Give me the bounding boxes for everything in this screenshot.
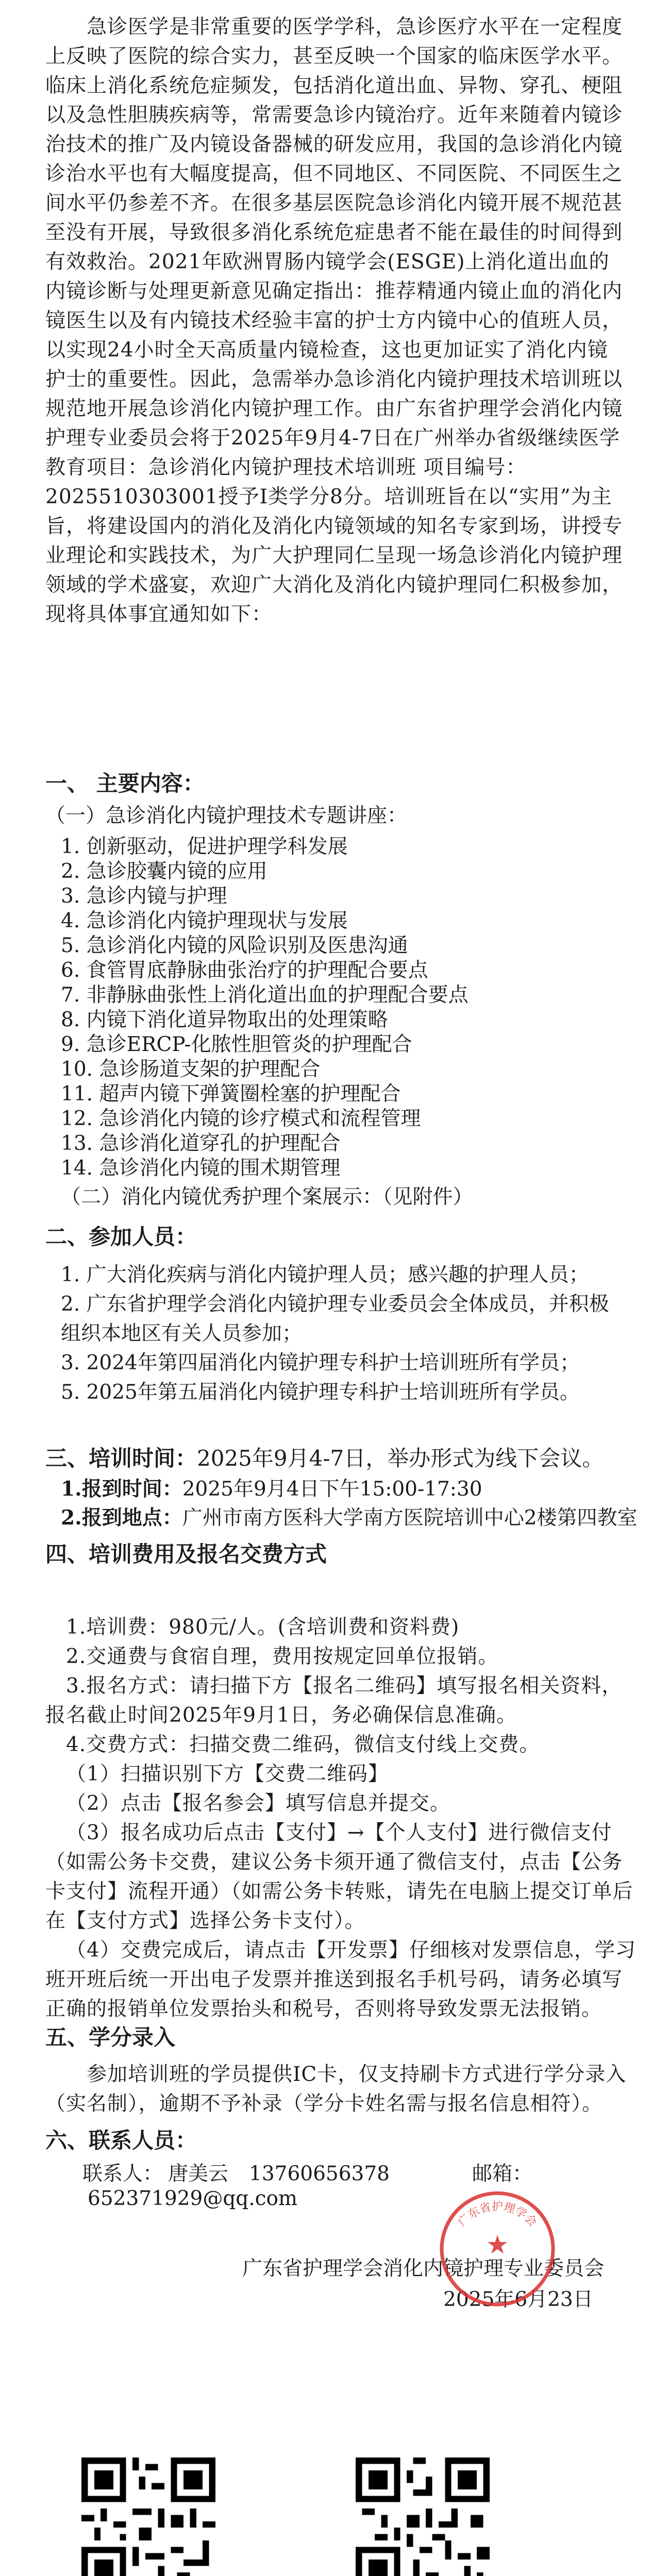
contact-label: 联系人： — [82, 2162, 163, 2185]
svg-text:广东省护理学会: 广东省护理学会 — [456, 2200, 539, 2229]
participant-list — [61, 1260, 628, 1407]
lecture-list — [61, 835, 628, 1181]
checkin-time-label: 1.报到时间： — [61, 1477, 182, 1501]
list-item: 7. 非静脉曲张性上消化道出血的护理配合要点 — [61, 984, 469, 1007]
contact-line — [82, 2162, 668, 2211]
email-label: 邮箱： — [472, 2162, 532, 2185]
section4-title: 四、培训费用及报名交费方式 — [45, 1541, 327, 1567]
section1-subtitle: （一）急诊消化内镜护理技术专题讲座： — [45, 804, 408, 827]
list-item: 3.报名方式：请扫描下方【报名二维码】填写报名相关资料，报名截止时间2025年9月1日，务必确保信息准确。 — [45, 1674, 623, 1727]
contact-name: 唐美云 — [168, 2162, 229, 2185]
contact-phone: 13760656378 — [249, 2162, 390, 2185]
list-item: 5. 急诊消化内镜的风险识别及医患沟通 — [61, 934, 408, 957]
list-item: 1. 广大消化疾病与消化内镜护理人员；感兴趣的护理人员； — [61, 1263, 589, 1286]
list-item: （3）报名成功后点击【支付】→【个人支付】进行微信支付（如需公务卡交费，建议公务卡须开通了微信支付，点击【公务卡支付】流程开通）（如需公务卡转账，请先在电脑上提交订单后在【支付方式】选择公务卡支付）。 — [45, 1821, 633, 1933]
list-item: （4）交费完成后，请点击【开发票】仔细核对发票信息，学习班开班后统一开出电子发票并推送到报名手机号码，请务必填写正确的报销单位发票抬头和税号，否则将导致发票无法报销。 — [45, 1939, 636, 2021]
section2-title: 二、参加人员： — [45, 1224, 197, 1249]
official-seal — [438, 2190, 557, 2308]
register-qr-code[interactable] — [81, 2458, 215, 2576]
section5-title: 五、学分录入 — [45, 2025, 176, 2050]
list-item: 14. 急诊消化内镜的围术期管理 — [61, 1157, 341, 1180]
signature-date: 2025年6月23日 — [443, 2288, 593, 2311]
list-item: 12. 急诊消化内镜的诊疗模式和流程管理 — [61, 1107, 421, 1130]
list-item: 3. 急诊内镜与护理 — [61, 885, 227, 908]
section1-subtitle-2: （二）消化内镜优秀护理个案展示：（见附件） — [61, 1185, 473, 1209]
list-item: 2. 广东省护理学会消化内镜护理专业委员会全体成员，并积极组织本地区有关人员参加； — [61, 1293, 609, 1345]
signature-org: 广东省护理学会消化内镜护理专业委员会 — [242, 2257, 605, 2280]
section1-title: 一、 主要内容： — [45, 771, 205, 796]
list-item: 2. 急诊胶囊内镜的应用 — [61, 860, 268, 883]
list-item: 3. 2024年第四届消化内镜护理专科护士培训班所有学员； — [61, 1351, 580, 1375]
payment-qr-code[interactable] — [356, 2458, 490, 2576]
checkin-venue — [61, 1505, 638, 1531]
section5-text: 参加培训班的学员提供IC卡，仅支持刷卡方式进行学分录入（实名制），逾期不予补录（学分卡姓名需与报名信息相符）。 — [45, 2063, 627, 2115]
list-item: 11. 超声内镜下弹簧圈栓塞的护理配合 — [61, 1082, 401, 1106]
list-item: （1）扫描识别下方【交费二维码】 — [66, 1762, 389, 1786]
list-item: 4.交费方式：扫描交费二维码，微信支付线上交费。 — [66, 1733, 540, 1756]
section3-title — [45, 1446, 604, 1471]
checkin-time-value: 2025年9月4日下午15:00-17:30 — [182, 1478, 482, 1501]
list-item: 1. 创新驱动，促进护理学科发展 — [61, 835, 348, 858]
list-item: 13. 急诊消化道穿孔的护理配合 — [61, 1132, 341, 1155]
section6-title: 六、联系人员： — [45, 2128, 197, 2153]
section3-label: 三、培训时间： — [45, 1446, 197, 1471]
email-value: 652371929@qq.com — [88, 2187, 297, 2210]
list-item: 2.交通费与食宿自理，费用按规定回单位报销。 — [66, 1645, 499, 1668]
training-time: 2025年9月4-7日，举办形式为线下会议。 — [197, 1446, 604, 1471]
list-item: 6. 食管胃底静脉曲张治疗的护理配合要点 — [61, 959, 428, 982]
list-item: 1.培训费：980元/人。(含培训费和资料费) — [66, 1616, 460, 1639]
svg-text:★: ★ — [486, 2230, 509, 2260]
list-item: 10. 急诊肠道支架的护理配合 — [61, 1058, 321, 1081]
checkin-venue-value: 广州市南方医科大学南方医院培训中心2楼第四教室 — [182, 1506, 638, 1530]
list-item: 5. 2025年第五届消化内镜护理专科护士培训班所有学员。 — [61, 1381, 580, 1404]
fee-list — [45, 1613, 638, 2024]
list-item: 9. 急诊ERCP-化脓性胆管炎的护理配合 — [61, 1033, 412, 1056]
intro-paragraph: 急诊医学是非常重要的医学学科，急诊医疗水平在一定程度上反映了医院的综合实力，甚至反映一个国家的临床医学水平。临床上消化系统危症频发，包括消化道出血、异物、穿孔、梗阻以及急性胆胰疾病等，常需要急诊内镜治疗。近年来随着内镜诊治技术的推广及内镜设备器械的研发应用，我国的急诊消化内镜诊治水平也有大幅度提高，但不同地区、不同医院、不同医生之间水平仍参差不齐。在很多基层医院急诊消化内镜开展不规范甚至没有开展，导致很多消化系统危症患者不能在最佳的时间得到有效救治。2021年欧洲胃肠内镜学会(ESGE)上消化道出血的内镜诊断与处理更新意见确定指出：推荐精通内镜止血的消化内镜医生以及有内镜技术经验丰富的护士方内镜中心的值班人员，以实现24小时全天高质量内镜检查，这也更加证实了消化内镜护士的重要性。因此，急需举办急诊消化内镜护理技术培训班以规范地开展急诊消化内镜护理工作。由广东省护理学会消化内镜护理专业委员会将于2025年9月4-7日在广州举办省级继续医学教育项目：急诊消化内镜护理技术培训班 项目编号：2025510303001授予Ⅰ类学分8分。培训班旨在以“实用”为主旨，将建设国内的消化及消化内镜领域的知名专家到场，讲授专业理论和实践技术，为广大护理同仁呈现一场急诊消化内镜护理领域的学术盛宴，欢迎广大消化及消化内镜护理同仁积极参加，现将具体事宜通知如下： — [45, 15, 623, 626]
checkin-time — [61, 1477, 482, 1502]
checkin-venue-label: 2.报到地点： — [61, 1506, 182, 1530]
list-item: （2）点击【报名参会】填写信息并提交。 — [66, 1792, 450, 1815]
list-item: 4. 急诊消化内镜护理现状与发展 — [61, 909, 348, 933]
list-item: 8. 内镜下消化道异物取出的处理策略 — [61, 1008, 388, 1031]
